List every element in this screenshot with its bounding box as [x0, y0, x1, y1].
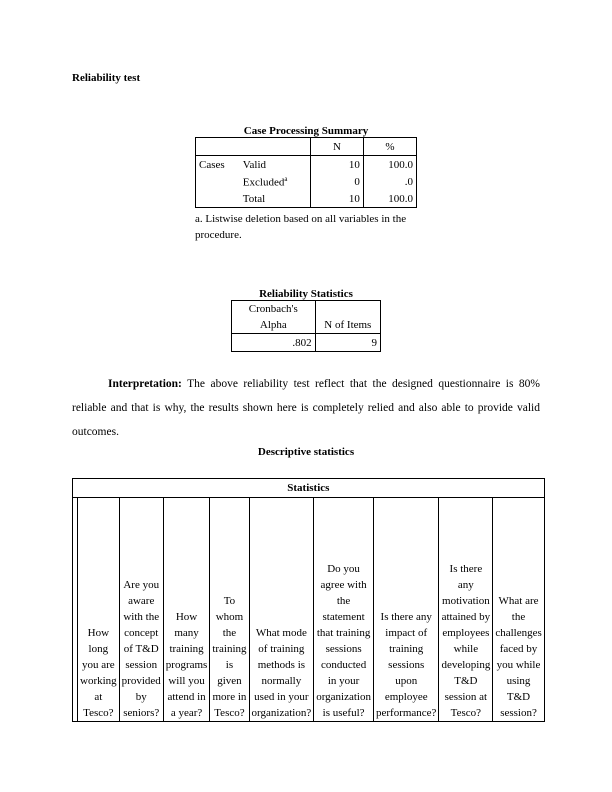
- row-label: Total: [242, 192, 266, 205]
- row-n: 0: [311, 173, 364, 190]
- table-title-row: [73, 479, 545, 498]
- row-label: Excluded$^a$: [242, 174, 288, 189]
- statistics-table: [72, 478, 545, 722]
- reliability-table: [231, 300, 381, 352]
- row-pct: 100.0: [363, 156, 416, 174]
- table-header-row: [73, 498, 545, 722]
- row-n: 10: [311, 156, 364, 174]
- interpretation-paragraph: [72, 372, 540, 444]
- stats-column-header: Is there any impact of training sessions upon employee performance?: [373, 498, 438, 722]
- table-row: [232, 334, 381, 352]
- row-label: Valid: [242, 158, 267, 171]
- interpretation-text: The above reliability test reflect that the designed questionnaire is 80% reliable and that is why, the results shown here is completely relied and also able to provide valid outcomes.: [72, 378, 540, 438]
- stats-column-header: Are you aware with the concept of T&D session provided by seniors?: [119, 498, 163, 722]
- row-pct: 100.0: [363, 190, 416, 208]
- case-processing-summary: [195, 125, 417, 243]
- col-n-header: N: [311, 138, 364, 156]
- reliability-statistics: [231, 288, 381, 352]
- stats-column-header: How many training programs will you attend in a year?: [163, 498, 210, 722]
- descriptive-heading: Descriptive statistics: [257, 446, 355, 458]
- col-pct-header: %: [363, 138, 416, 156]
- footnote-marker: a: [284, 174, 288, 183]
- cases-group-label: Cases: [199, 158, 225, 171]
- statistics-title: Statistics: [73, 479, 545, 498]
- row-n: 10: [311, 190, 364, 208]
- table-header-row: [232, 301, 381, 334]
- row-pct: .0: [363, 173, 416, 190]
- col-alpha-header: Cronbach's Alpha: [232, 301, 316, 334]
- case-processing-table: [195, 137, 417, 208]
- table-header-row: [196, 138, 417, 156]
- stats-column-header: Is there any motivation attained by employees while developing T&D session at Tesco?: [439, 498, 493, 722]
- stats-column-header: How long you are working at Tesco?: [78, 498, 120, 722]
- reliability-title: Reliability Statistics: [259, 288, 353, 300]
- alpha-value: .802: [292, 336, 312, 349]
- stats-column-header: To whom the training is given more in Tesco?: [210, 498, 249, 722]
- table-row: [196, 190, 417, 208]
- interpretation-lead: Interpretation:: [108, 378, 182, 390]
- table-row: [196, 156, 417, 174]
- stats-column-header: Do you agree with the statement that training sessions conducted in your organization is useful?: [314, 498, 374, 722]
- case-processing-footnote: a. Listwise deletion based on all variables in the procedure.: [195, 213, 407, 241]
- col-items-header: N of Items: [315, 301, 380, 334]
- page-heading: Reliability test: [72, 72, 141, 84]
- stats-column-header: What mode of training methods is normally used in your organization?: [249, 498, 314, 722]
- items-value: 9: [315, 334, 380, 352]
- stats-column-header: What are the challenges faced by you while using T&D session?: [493, 498, 544, 722]
- table-row: [196, 173, 417, 190]
- case-processing-title: Case Processing Summary: [243, 125, 369, 137]
